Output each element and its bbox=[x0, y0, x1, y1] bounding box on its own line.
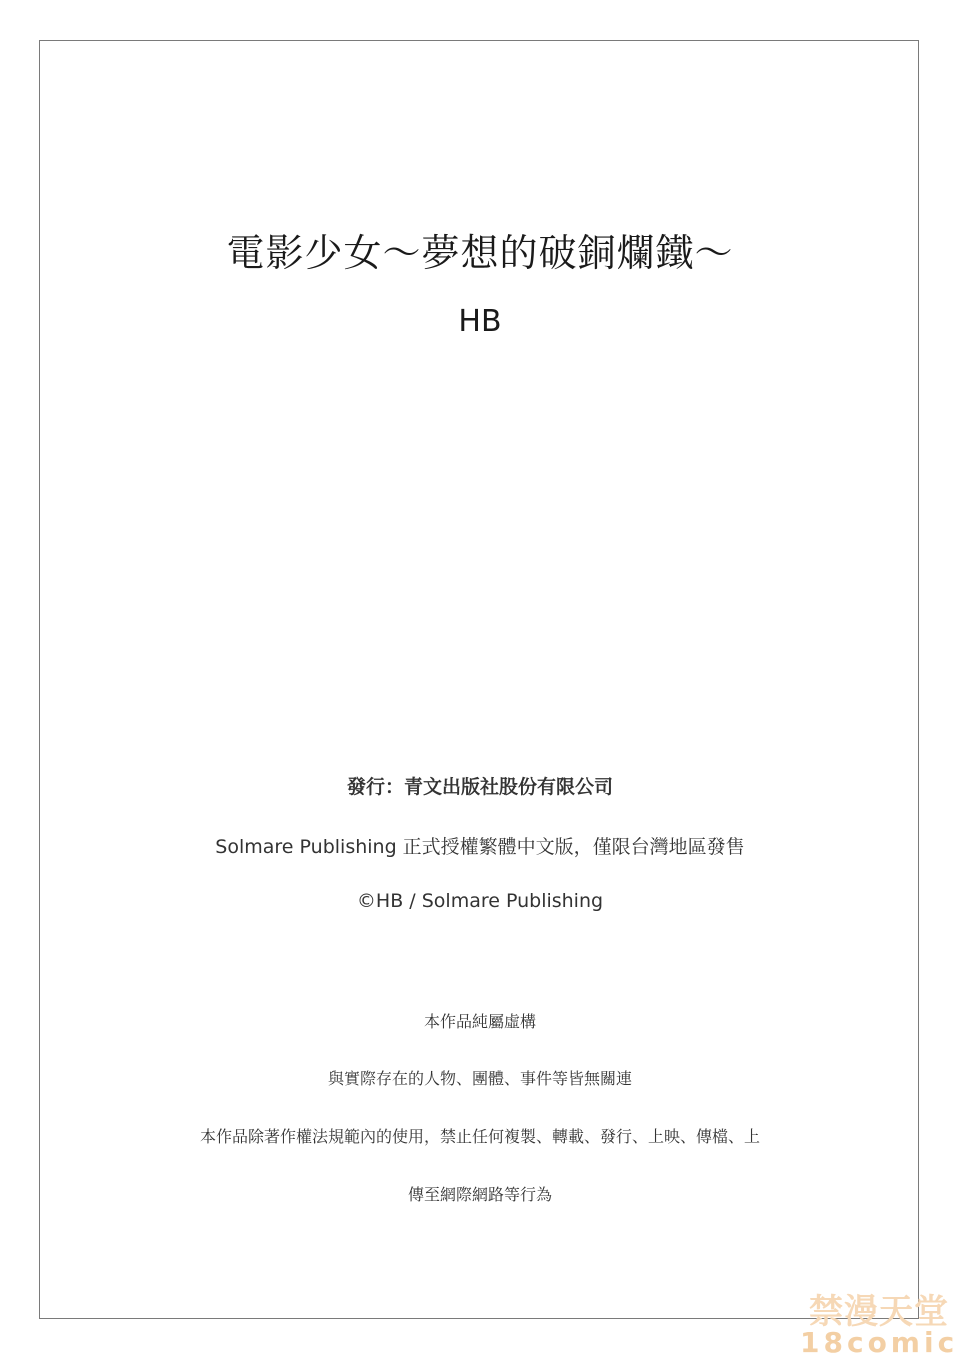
disclaimer-line-4: 傳至網際網路等行為 bbox=[407, 1185, 552, 1204]
disclaimer-line-1: 本作品純屬虛構 bbox=[423, 1012, 536, 1031]
license-line: Solmare Publishing 正式授權繁體中文版，僅限台灣地區發售 bbox=[215, 836, 745, 858]
site-watermark bbox=[800, 1294, 958, 1358]
disclaimer-line-3: 本作品除著作權法規範內的使用，禁止任何複製、轉載、發行、上映、傳檔、上 bbox=[199, 1127, 760, 1146]
watermark-bottom-text: 18comic bbox=[800, 1326, 959, 1359]
author-name: HB bbox=[458, 304, 502, 339]
disclaimer-line-2: 與實際存在的人物、團體、事件等皆無關連 bbox=[327, 1069, 632, 1088]
watermark-top-text: 禁漫天堂 bbox=[809, 1292, 949, 1332]
publisher-line: 發行：青文出版社股份有限公司 bbox=[346, 776, 613, 798]
copyright-line: ©HB / Solmare Publishing bbox=[356, 890, 604, 912]
book-title: 電影少女～夢想的破銅爛鐵～ bbox=[226, 231, 734, 275]
